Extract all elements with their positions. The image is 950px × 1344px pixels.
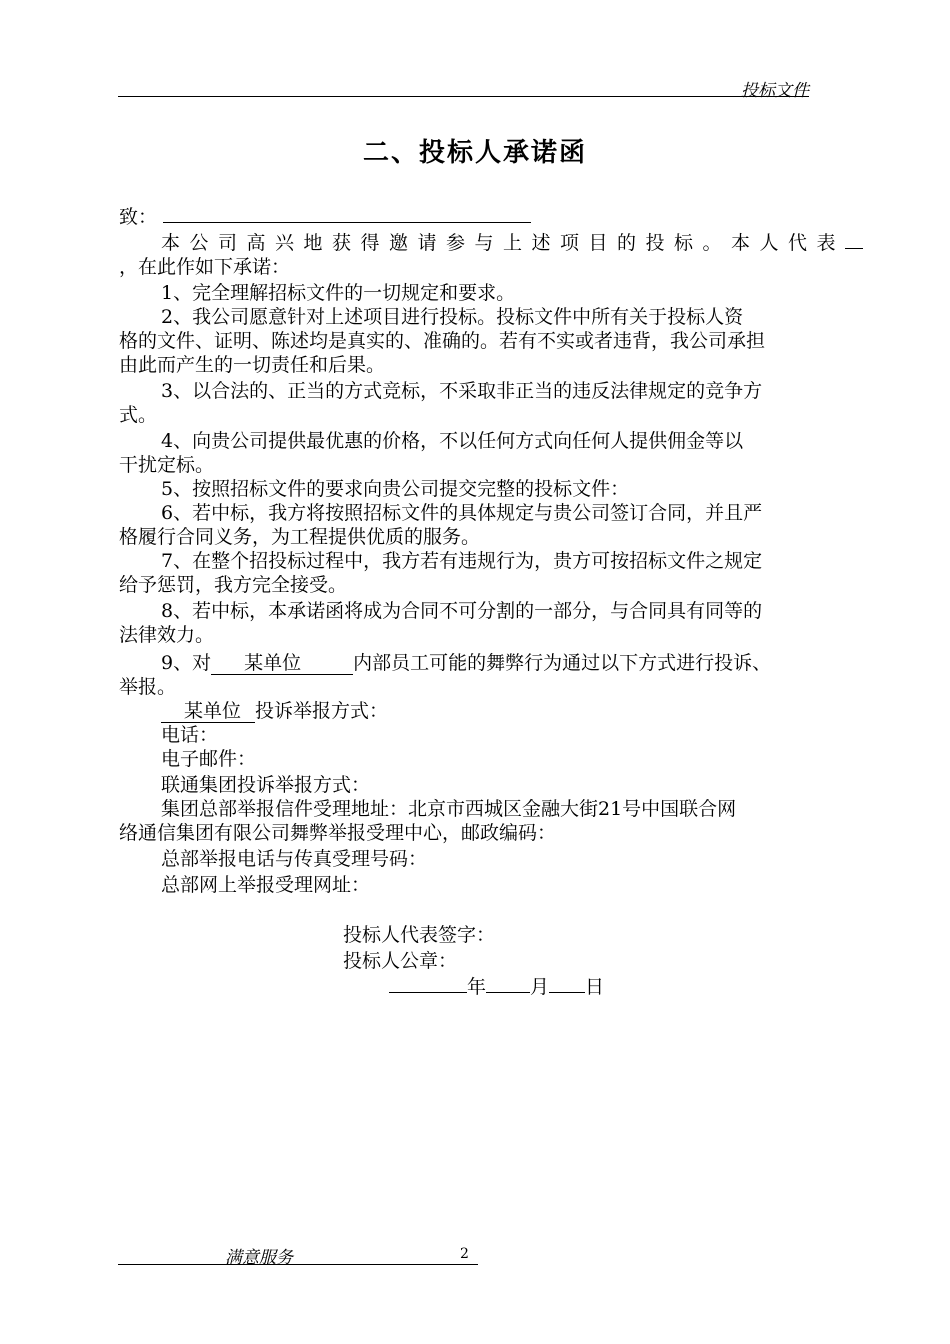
hq-web: 总部网上举报受理网址： xyxy=(161,874,371,896)
clause-8-line-2: 法律效力。 xyxy=(119,624,215,646)
unit-complaint-line xyxy=(161,698,841,724)
day-label: 日 xyxy=(585,976,605,998)
hq-letter-line-2: 络通信集团有限公司舞弊举报受理中心，邮政编码： xyxy=(119,822,557,844)
clause-4-line-2: 干扰定标。 xyxy=(119,454,215,476)
clause-1: 1、完全理解招标文件的一切规定和要求。 xyxy=(161,282,516,304)
clause-7-line-2: 给予惩罚，我方完全接受。 xyxy=(119,574,348,596)
clause-2-line-2: 格的文件、证明、陈述均是真实的、准确的。若有不实或者违背，我公司承担 xyxy=(119,330,766,352)
hq-letter-line-1: 集团总部举报信件受理地址：北京市西城区金融大街21号中国联合网 xyxy=(161,798,737,820)
intro-text: 本公司高兴地获得邀请参与上述项目的投标。本人代表 xyxy=(161,232,846,254)
year-label: 年 xyxy=(467,976,487,998)
email-label: 电子邮件： xyxy=(161,748,257,770)
clause-9-line-2: 举报。 xyxy=(119,676,177,698)
year-blank xyxy=(389,972,467,993)
date-line xyxy=(389,972,950,1000)
clause-6-line-2: 格履行合同义务，为工程提供优质的服务。 xyxy=(119,526,481,548)
footer-rule xyxy=(118,1264,478,1265)
clause-9-unit: 某单位 xyxy=(211,652,353,675)
hq-phone-fax: 总部举报电话与传真受理号码： xyxy=(161,848,428,870)
clause-5: 5、按照招标文件的要求向贵公司提交完整的投标文件： xyxy=(161,478,630,500)
clause-2-line-3: 由此而产生的一切责任和后果。 xyxy=(119,354,386,376)
clause-7-line-1: 7、在整个招投标过程中，我方若有违规行为，贵方可按招标文件之规定 xyxy=(161,550,763,572)
clause-9-prefix: 9、对 xyxy=(161,652,212,674)
clause-6-line-1: 6、若中标，我方将按照招标文件的具体规定与贵公司签订合同，并且严 xyxy=(161,502,763,524)
intro-line-2: ，在此作如下承诺： xyxy=(119,256,291,278)
representative-blank xyxy=(845,228,863,249)
rep-signature-label: 投标人代表签字： xyxy=(343,924,496,946)
to-line xyxy=(119,202,839,230)
clause-4-line-1: 4、向贵公司提供最优惠的价格，不以任何方式向任何人提供佣金等以 xyxy=(161,430,744,452)
clause-8-line-1: 8、若中标，本承诺函将成为合同不可分割的一部分，与合同具有同等的 xyxy=(161,600,763,622)
footer-service-text: 满意服务 xyxy=(225,1248,293,1268)
page-title: 二、投标人承诺函 xyxy=(362,138,587,168)
month-label: 月 xyxy=(530,976,550,998)
page-number: 2 xyxy=(460,1246,469,1262)
clause-3-line-2: 式。 xyxy=(119,404,158,426)
clause-9-suffix: 内部员工可能的舞弊行为通过以下方式进行投诉、 xyxy=(353,652,772,674)
clause-2-line-1: 2、我公司愿意针对上述项目进行投标。投标文件中所有关于投标人资 xyxy=(161,306,744,328)
recipient-blank xyxy=(163,202,531,223)
seal-label: 投标人公章： xyxy=(343,950,458,972)
clause-3-line-1: 3、以合法的、正当的方式竞标，不采取非正当的违反法律规定的竞争方 xyxy=(161,380,763,402)
intro-line-1 xyxy=(161,228,846,256)
to-label: 致： xyxy=(119,206,158,228)
header-rule xyxy=(118,96,809,97)
phone-label: 电话： xyxy=(161,724,219,746)
month-blank xyxy=(486,972,530,993)
clause-9-line-1 xyxy=(161,650,841,676)
running-header: 投标文件 xyxy=(741,81,809,101)
group-complaint-label: 联通集团投诉举报方式： xyxy=(161,774,371,796)
day-blank xyxy=(549,972,585,993)
complaint-label: 投诉举报方式： xyxy=(255,700,389,722)
unit-name: 某单位 xyxy=(161,700,255,723)
